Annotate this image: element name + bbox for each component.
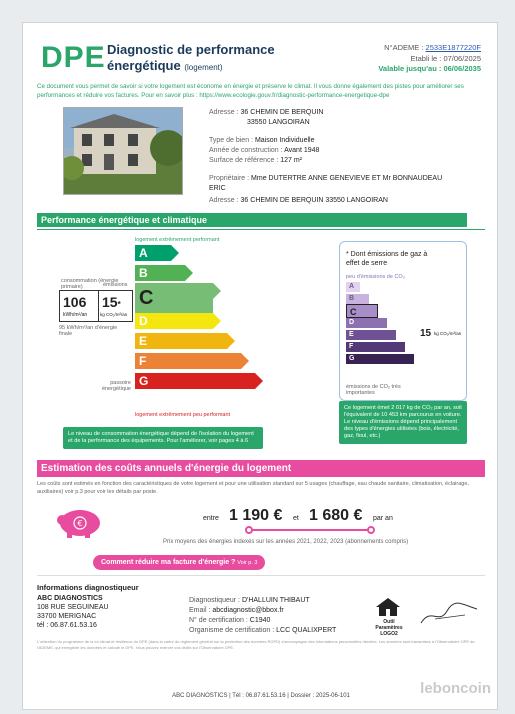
signature xyxy=(419,599,479,629)
dpe-document xyxy=(22,22,498,710)
property-owner-2 xyxy=(209,185,226,192)
box-divider xyxy=(98,291,99,321)
costs-between: entre xyxy=(203,515,219,522)
ghg-high-label: émissions de CO₂ très importantes xyxy=(346,384,401,396)
costs-heading: Estimation des coûts annuels d'énergie du logement xyxy=(37,460,485,477)
diagnostician-heading: Informations diagnostiqueur xyxy=(37,583,139,592)
ademe-number xyxy=(384,43,481,52)
ghg-class-a: A xyxy=(346,282,360,292)
consumption-value: 106 xyxy=(63,294,87,310)
property-type xyxy=(209,137,314,144)
passoire-label: passoire énergétique xyxy=(101,380,131,392)
valid-until xyxy=(378,64,481,73)
ghg-panel xyxy=(339,241,467,401)
property-year xyxy=(209,147,319,154)
ghg-class-e: E xyxy=(346,330,396,340)
costs-per-year: par an xyxy=(373,515,393,522)
dpe-logo: DPE xyxy=(41,41,106,74)
consumption-callout: Le niveau de consommation énergétique dépend de l'isolation du logement et de la performance des équipements. Pour l'améliorer, voir pages 4 à 6 xyxy=(63,427,263,449)
owner-address-value: 36 CHEMIN DE BERQUIN 33550 LANGOIRAN xyxy=(240,197,388,204)
year-value: Avant 1948 xyxy=(284,147,320,154)
ghg-class-f: F xyxy=(346,342,405,352)
consumption-label: consommation (énergie primaire) xyxy=(61,278,119,290)
piggy-bank-icon xyxy=(53,505,103,539)
cost-high: 1 680 € xyxy=(309,507,363,524)
energy-class-e: E xyxy=(135,333,227,349)
org-label: Organisme de certification : xyxy=(189,627,275,634)
top-label: logement extrêmement performant xyxy=(135,237,220,243)
email-value[interactable]: abcdiagnostic@bbox.fr xyxy=(212,607,284,614)
property-owner xyxy=(209,175,442,182)
energy-class-d: D xyxy=(135,313,213,329)
type-value: Maison Individuelle xyxy=(254,137,315,144)
ghg-class-g: G xyxy=(346,354,414,364)
emissions-value-wrap xyxy=(102,294,121,310)
owner-value: Mme DUTERTRE ANNE GENEVIEVE ET Mr BONNAUDEAU xyxy=(251,175,443,182)
emissions-callout: Ce logement émet 2 017 kg de CO₂ par an, soit l'équivalent de 10 453 km parcourus en voiture. Le niveau d'émissions dépend principalement des types d'énergies utilisées (bois, électricité, gaz, fioul, etc.) xyxy=(339,401,467,444)
cost-low: 1 190 € xyxy=(229,507,283,524)
org-value: LCC QUALIXPERT xyxy=(276,627,337,634)
energy-class-b: B xyxy=(135,265,185,281)
address-line2: 33550 LANGOIRAN xyxy=(247,119,310,126)
surface-value: 127 m² xyxy=(280,157,303,164)
energy-class-scale xyxy=(135,245,285,435)
property-city xyxy=(247,119,310,126)
cost-range-end xyxy=(367,526,375,534)
owner-value2: ERIC xyxy=(209,185,226,192)
property-address xyxy=(209,109,323,116)
section-divider xyxy=(37,575,485,576)
ghg-class-d: D xyxy=(346,318,387,328)
consumption-box xyxy=(59,290,133,322)
ghg-class-c: C xyxy=(346,304,378,318)
house-photo xyxy=(63,107,183,195)
established-date: Etabli le : 07/06/2025 xyxy=(410,54,481,63)
surface-label: Surface de référence : xyxy=(209,157,279,164)
cost-range-start xyxy=(245,526,253,534)
reduce-bill-link: Voir p. 3 xyxy=(237,560,258,566)
energy-class-c: C xyxy=(135,283,213,313)
bottom-label: logement extrêmement peu performant xyxy=(135,412,231,418)
emissions-unit: kg CO₂/m²/an xyxy=(100,312,128,317)
email-label: Email : xyxy=(189,607,211,614)
ademe-label: N°ADEME : xyxy=(384,43,424,52)
cert-value: C1940 xyxy=(249,617,271,624)
page-title: Diagnostic de performance xyxy=(107,42,275,57)
prices-note: Prix moyens des énergies indexés sur les années 2021, 2022, 2023 (abonnements compris) xyxy=(163,539,409,545)
cert-label: N° de certification : xyxy=(189,617,248,624)
valid-until-text: Valable jusqu'au : 06/06/2035 xyxy=(378,64,481,73)
company-street: 108 RUE SEGUINEAU xyxy=(37,604,109,611)
owner-address xyxy=(209,197,388,204)
title-suffix: (logement) xyxy=(184,63,223,72)
consumption-unit: kWh/m²/an xyxy=(63,312,88,318)
emissions-label: émissions xyxy=(103,282,128,288)
owner-label: Propriétaire : xyxy=(209,175,250,182)
ghg-class-b: B xyxy=(346,294,369,304)
ademe-link[interactable]: 2533E1877220F xyxy=(425,43,481,52)
year-label: Année de construction : xyxy=(209,147,283,154)
energy-class-g: G xyxy=(135,373,255,389)
reduce-bill-label: Comment réduire ma facture d'énergie ? xyxy=(101,559,236,566)
emissions-star: * xyxy=(117,300,121,309)
costs-and: et xyxy=(293,515,299,522)
owner-address-label: Adresse : xyxy=(209,197,239,204)
title-word: énergétique xyxy=(107,58,181,73)
diagnostician-org xyxy=(189,627,336,634)
company-phone: tél : 06.87.61.53.16 xyxy=(37,622,97,629)
diagnostician-name xyxy=(189,597,310,604)
ghg-value: 15 xyxy=(420,328,432,339)
tool-label: Outil Paramètres LOGO2 xyxy=(375,619,403,637)
company-city: 33700 MERIGNAC xyxy=(37,613,97,620)
ghg-class-scale xyxy=(346,282,426,366)
intro-text: Ce document vous permet de savoir si votre logement est économe en énergie et préserve le climat. Il vous donne également des pistes pour améliorer ses performances et réduire vos factures. Pour en savoir plus : https://www.ecologie.gouv.fr/diagnostic-performance-energetique-dpe xyxy=(37,83,464,99)
diagnostician-cert xyxy=(189,617,270,624)
ghg-unit: kg CO₂/m²/an xyxy=(434,331,462,336)
reduce-bill-button[interactable] xyxy=(93,555,265,570)
house-tool-icon xyxy=(375,597,401,617)
costs-note: Les coûts sont estimés en fonction des caractéristiques de votre logement et pour une utilisation standard sur 5 usages (chauffage, eau chaude sanitaire, climatisation, éclairage, auxiliaires) voir p.3 pour voir les détails par poste. xyxy=(37,481,469,495)
energy-class-f: F xyxy=(135,353,241,369)
diagnostician-email xyxy=(189,607,284,614)
page-title-line2 xyxy=(107,58,223,73)
watermark: leboncoin xyxy=(420,680,491,697)
svg-text:€: € xyxy=(77,519,83,528)
emissions-value: 15 xyxy=(102,294,118,310)
final-energy: 95 kWh/m²/an d'énergie finale xyxy=(59,325,118,337)
address-label: Adresse : xyxy=(209,109,239,116)
name-label: Diagnostiqueur : xyxy=(189,597,240,604)
property-surface xyxy=(209,157,302,164)
performance-heading: Performance énergétique et climatique xyxy=(37,213,467,227)
company-name: ABC DIAGNOSTICS xyxy=(37,595,103,602)
ghg-low-label: peu d'émissions de CO₂ xyxy=(346,274,405,280)
type-label: Type de bien : xyxy=(209,137,253,144)
legal-text: L'obtention du programme de la loi climat et résilience du DPE (dans la cadre du règlement général sur la protection des données RGPD) s'accompagne des informations personnelles décrites. Les données sont transmises à l'Observatoire DPE de l'ADEME, qui enregistre les données et calcule le DPE. Vous pouvez exercer vos droits sur l'Observatoire DPE. xyxy=(37,639,475,650)
ghg-title: * Dont émissions de gaz à effet de serre xyxy=(346,251,428,267)
performance-divider xyxy=(37,229,485,230)
name-value: D'HALLUIN THIBAUT xyxy=(241,597,310,604)
cost-range-bar xyxy=(249,529,371,531)
page-footer: ABC DIAGNOSTICS | Tél : 06.87.61.53.16 | Dossier : 2025-06-101 xyxy=(172,693,350,699)
address-line1: 36 CHEMIN DE BERQUIN xyxy=(240,109,324,116)
energy-class-a: A xyxy=(135,245,171,261)
